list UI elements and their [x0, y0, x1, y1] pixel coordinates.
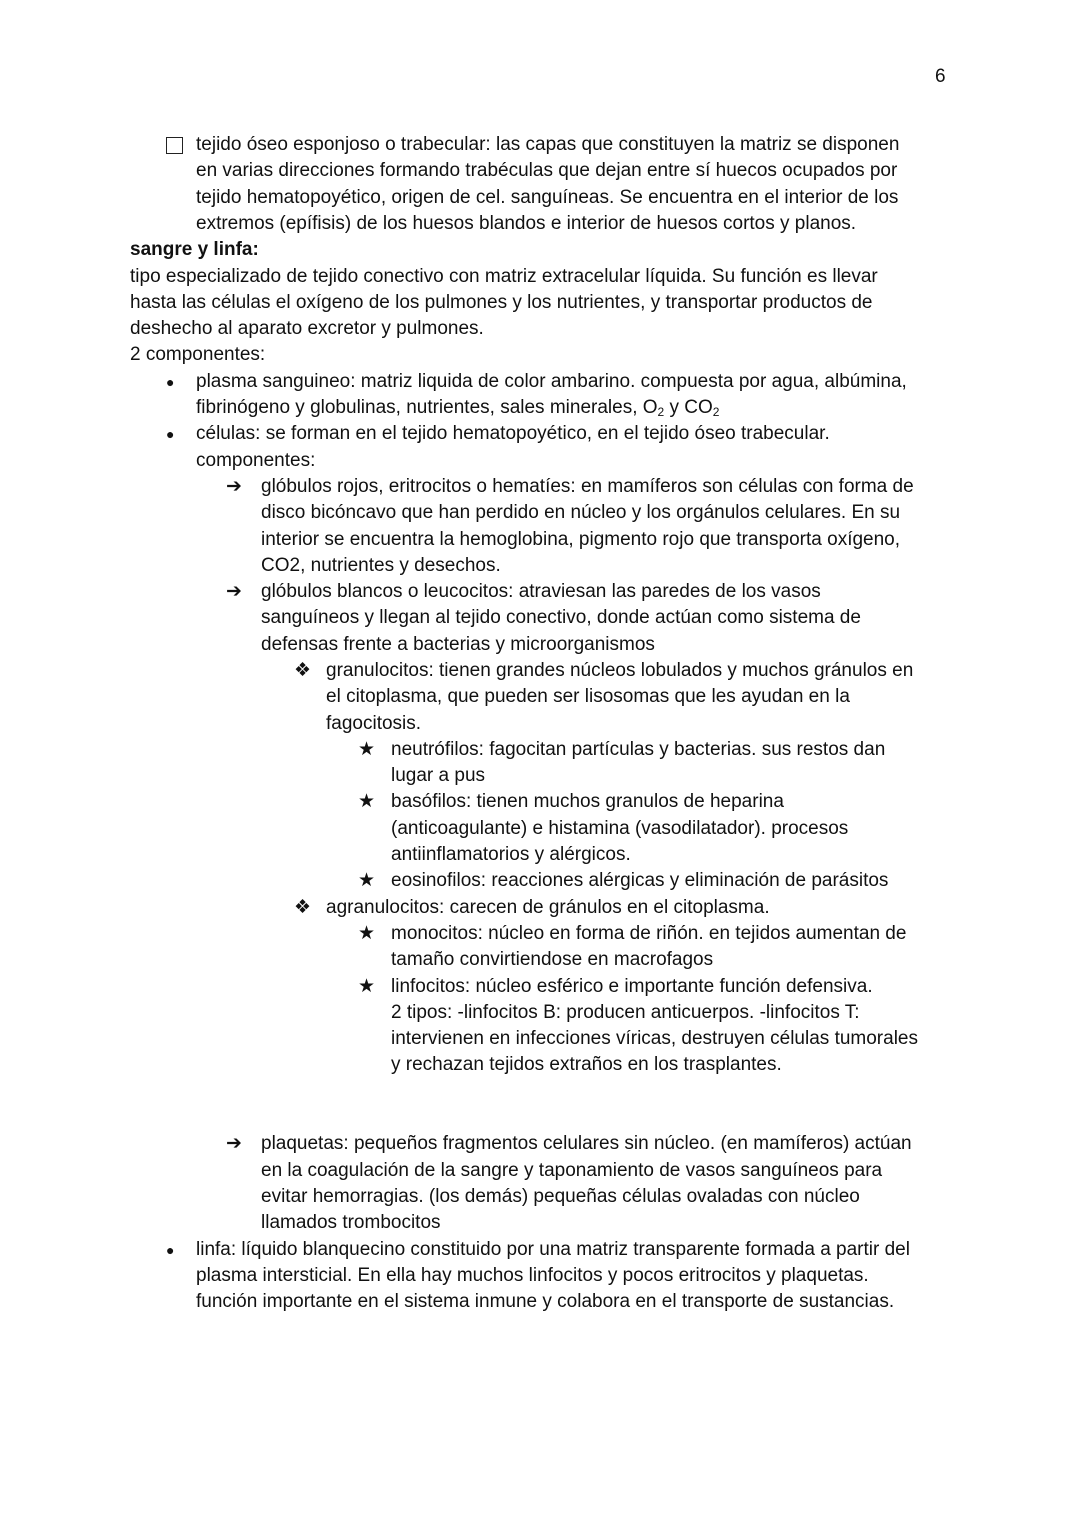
arrow-icon: ➔: [226, 1133, 242, 1154]
text-line: y rechazan tejidos extraños en los trasplantes.: [391, 1054, 782, 1075]
text-line: sanguíneos y llegan al tejido conectivo, donde actúan como sistema de: [261, 607, 861, 628]
text-line: células: se forman en el tejido hematopoyético, en el tejido óseo trabecular.: [196, 423, 830, 444]
text-line: neutrófilos: fagocitan partículas y bacterias. sus restos dan: [391, 739, 886, 760]
text-line: componentes:: [196, 450, 316, 471]
star-icon: ★: [358, 870, 376, 891]
text-line: fagocitosis.: [326, 713, 422, 734]
arrow-icon: ➔: [226, 476, 242, 497]
subscript: 2: [712, 405, 720, 419]
text-line: evitar hemorragias. (los demás) pequeñas células ovaladas con núcleo: [261, 1186, 860, 1207]
text-fragment: y CO: [664, 397, 713, 418]
diamond-bullet-icon: ❖: [294, 660, 312, 681]
text-line: lugar a pus: [391, 765, 486, 786]
star-icon: ★: [358, 976, 376, 997]
star-icon: ★: [358, 923, 376, 944]
star-icon: ★: [358, 791, 376, 812]
subscript: 2: [657, 405, 665, 419]
text-line: glóbulos rojos, eritrocitos o hematíes: en mamíferos son células con forma de: [261, 476, 914, 497]
text-line: linfocitos: núcleo esférico e importante función defensiva.: [391, 976, 873, 997]
diamond-bullet-icon: ❖: [294, 897, 312, 918]
text-line: deshecho al aparato excretor y pulmones.: [130, 318, 484, 339]
text-line: 2 tipos: -linfocitos B: producen anticuerpos. -linfocitos T:: [391, 1002, 860, 1023]
text-line: antiinflamatorios y alérgicos.: [391, 844, 631, 865]
text-line: plasma intersticial. En ella hay muchos linfocitos y pocos eritrocitos y plaquetas.: [196, 1265, 869, 1286]
text-line: tipo especializado de tejido conectivo con matriz extracelular líquida. Su función es llevar: [130, 266, 878, 287]
text-line: plasma sanguineo: matriz liquida de color ambarino. compuesta por agua, albúmina,: [196, 371, 907, 392]
text-line: disco bicóncavo que han perdido en núcleo y los orgánulos celulares. En su: [261, 502, 901, 523]
text-line: hasta las células el oxígeno de los pulmones y los nutrientes, y transportar productos de: [130, 292, 873, 313]
text-line: en la coagulación de la sangre y taponamiento de vasos sanguíneos para: [261, 1160, 883, 1181]
text-line: CO2, nutrientes y desechos.: [261, 555, 501, 576]
text-line: función importante en el sistema inmune y colabora en el transporte de sustancias.: [196, 1291, 895, 1312]
text-line: intervienen en infecciones víricas, destruyen células tumorales: [391, 1028, 918, 1049]
text-line: 2 componentes:: [130, 344, 266, 365]
checkbox[interactable]: [166, 137, 183, 154]
text-fragment: fibrinógeno y globulinas, nutrientes, sales minerales, O: [196, 397, 658, 418]
text-line: en varias direcciones formando trabéculas que dejan entre sí huecos ocupados por: [196, 160, 898, 181]
bullet-icon: ●: [166, 374, 175, 390]
text-line: (anticoagulante) e histamina (vasodilatador). procesos: [391, 818, 849, 839]
text-line: tejido hematopoyético, origen de cel. sanguíneas. Se encuentra en el interior de los: [196, 187, 899, 208]
bullet-icon: ●: [166, 1242, 175, 1258]
text-line: glóbulos blancos o leucocitos: atraviesan las paredes de los vasos: [261, 581, 821, 602]
star-icon: ★: [358, 739, 376, 760]
text-line: defensas frente a bacterias y microorganismos: [261, 634, 655, 655]
text-line: tejido óseo esponjoso o trabecular: las capas que constituyen la matriz se disponen: [196, 134, 900, 155]
text-line: llamados trombocitos: [261, 1212, 441, 1233]
text-line: el citoplasma, que pueden ser lisosomas que les ayudan en la: [326, 686, 850, 707]
bullet-icon: ●: [166, 426, 175, 442]
text-line: agranulocitos: carecen de gránulos en el citoplasma.: [326, 897, 770, 918]
text-line: plaquetas: pequeños fragmentos celulares sin núcleo. (en mamíferos) actúan: [261, 1133, 912, 1154]
text-line: eosinofilos: reacciones alérgicas y eliminación de parásitos: [391, 870, 889, 891]
text-line: granulocitos: tienen grandes núcleos lobulados y muchos gránulos en: [326, 660, 914, 681]
text-line: basófilos: tienen muchos granulos de heparina: [391, 791, 784, 812]
text-line: monocitos: núcleo en forma de riñón. en tejidos aumentan de: [391, 923, 907, 944]
text-line: extremos (epífisis) de los huesos blandos e interior de huesos cortos y planos.: [196, 213, 857, 234]
text-line: tamaño convirtiendose en macrofagos: [391, 949, 714, 970]
arrow-icon: ➔: [226, 581, 242, 602]
page-number: 6: [935, 66, 946, 87]
text-line: interior se encuentra la hemoglobina, pigmento rojo que transporta oxígeno,: [261, 529, 901, 550]
section-heading: sangre y linfa:: [130, 239, 259, 260]
text-line: linfa: líquido blanquecino constituido por una matriz transparente formada a partir del: [196, 1239, 910, 1260]
